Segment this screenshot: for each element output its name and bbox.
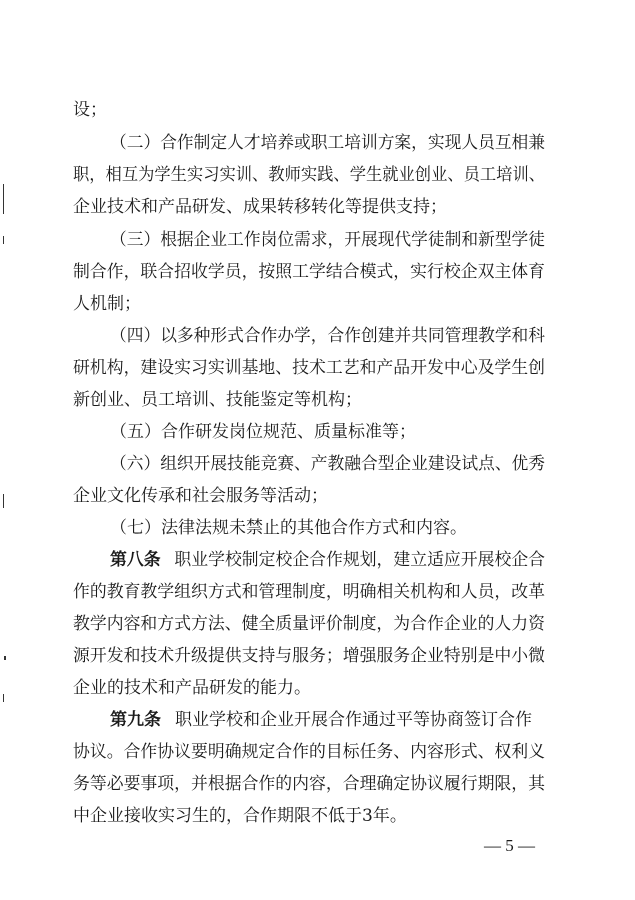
text-line: （七）法律法规未禁止的其他合作方式和内容。 <box>110 518 467 538</box>
text-line: （三）根据企业工作岗位需求，开展现代学徒制和新型学徒 <box>110 230 546 250</box>
article-text: 职业学校制定校企合作规划，建立适应开展校企合 <box>174 550 546 570</box>
article-label: 第九条 <box>110 710 161 730</box>
scan-mark <box>3 236 4 244</box>
text-line: 企业的技术和产品研发的能力。 <box>73 678 311 698</box>
text-line: （五）合作研发岗位规范、质量标准等； <box>110 422 416 442</box>
article-8-first-line <box>110 549 545 571</box>
page-number: — 5 — <box>484 836 535 855</box>
text-line: 协议。合作协议要明确规定合作的目标任务、内容形式、权利义 <box>73 742 546 762</box>
text-line: 教学内容和方式方法、健全质量评价制度，为合作企业的人力资 <box>73 614 546 634</box>
text-line: 源开发和技术升级提供支持与服务；增强服务企业特别是中小微 <box>73 646 546 666</box>
text-line: 制合作，联合招收学员，按照工学结合模式，实行校企双主体育 <box>73 262 546 282</box>
text-line: 研机构，建设实习实训基地、技术工艺和产品开发中心及学生创 <box>73 358 546 378</box>
text-line: 务等必要事项，并根据合作的内容，合理确定协议履行期限，其 <box>73 774 546 794</box>
scan-mark <box>3 694 4 702</box>
text-line: 设； <box>73 100 107 120</box>
text-line: （二）合作制定人才培养或职工培训方案，实现人员互相兼 <box>110 133 546 153</box>
article-9-first-line <box>110 709 532 731</box>
text-line: 企业文化传承和社会服务等活动； <box>73 486 328 506</box>
text-line: 企业技术和产品研发、成果转移转化等提供支持； <box>73 197 447 217</box>
article-label: 第八条 <box>110 550 161 570</box>
text-line: 中企业接收实习生的，合作期限不低于3年。 <box>73 806 407 826</box>
article-text: 职业学校和企业开展合作通过平等协商签订合作 <box>175 710 532 730</box>
text-line: 职，相互为学生实习实训、教师实践、学生就业创业、员工培训、 <box>73 165 545 185</box>
text-line: 作的教育教学组织方式和管理制度，明确相关机构和人员，改革 <box>73 582 546 602</box>
text-line: （四）以多种形式合作办学，合作创建并共同管理教学和科 <box>110 326 546 346</box>
scan-mark <box>3 184 4 214</box>
scan-mark <box>3 494 4 508</box>
text-line: 人机制； <box>73 294 141 314</box>
text-line: （六）组织开展技能竞赛、产教融合型企业建设试点、优秀 <box>110 454 546 474</box>
scan-mark <box>4 656 6 660</box>
text-line: 新创业、员工培训、技能鉴定等机构； <box>73 390 362 410</box>
